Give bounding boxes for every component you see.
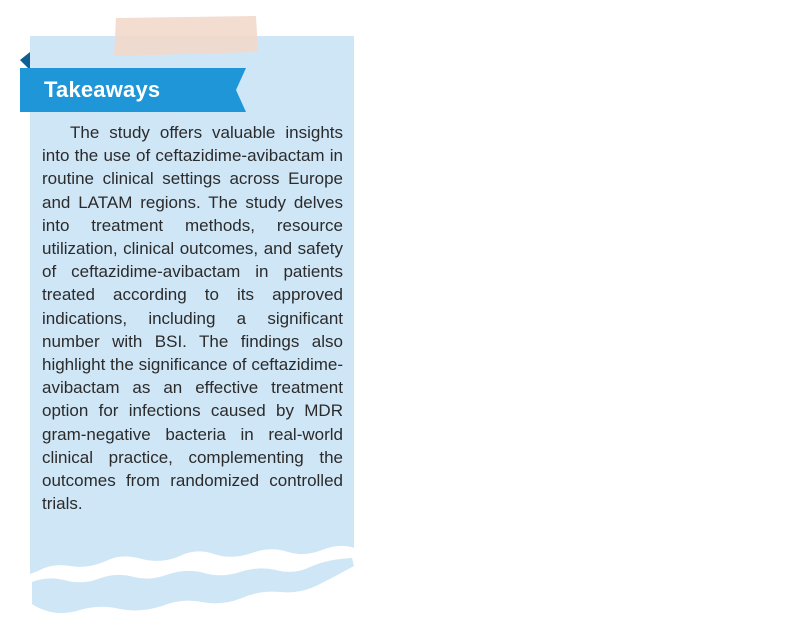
card-body-text: The study offers valuable insights into the use of ceftazidime-avibactam in routine clinical settings across Europe and LATAM regions. The study delves into treatment methods, resource utilization, clinical outcomes, and safety of ceftazidime-avibactam in patients treated according to its approved indications, including a significant number with BSI. The findings also highlight the significance of ceftazidime-avibactam as an effective treatment option for infections caused by MDR gram-negative bacteria in real-world clinical practice, complementing the outcomes from randomized controlled trials. — [42, 123, 343, 514]
card-title: Takeaways — [44, 77, 161, 102]
